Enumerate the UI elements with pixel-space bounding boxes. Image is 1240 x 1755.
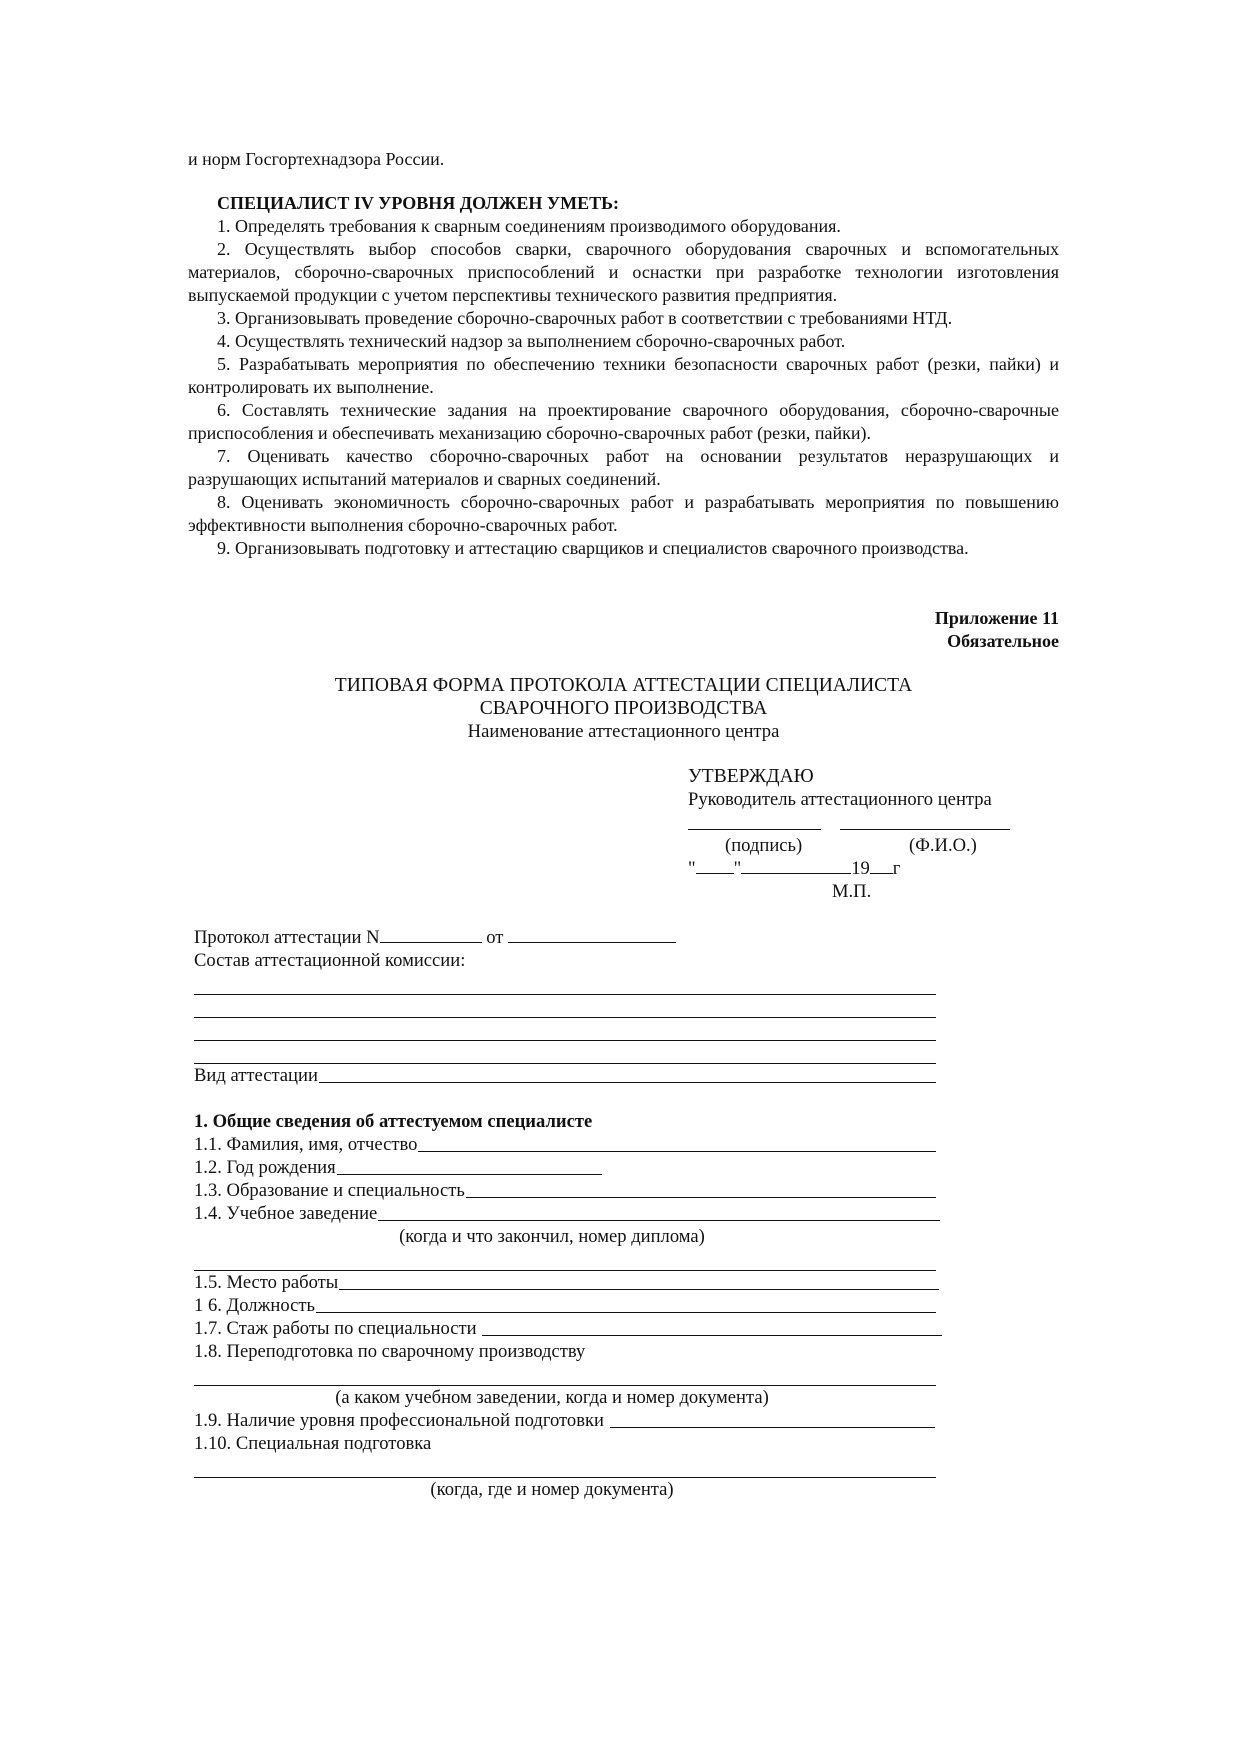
fullname-label: 1.1. Фамилия, имя, отчество [194,1134,418,1155]
continuation-text: и норм Госгортехнадзора России. [188,149,445,169]
date-quote-open: " [688,858,696,879]
qualification-level-label: 1.9. Наличие уровня профессиональной подготовки [194,1410,609,1431]
special-training-field[interactable] [194,1455,936,1478]
attestation-kind-row [194,1064,936,1087]
skill-item: 2. Осуществлять выбор способов сварки, сварочного оборудования сварочных и вспомогательных материалов, сборочно-сварочных приспособлений и оснастки при разработке технологии изготовления выпускаемой продукции с учетом перспективы технического развития предприятия. [188,239,1059,305]
fio-caption: (Ф.И.О.) [909,835,977,856]
appendix-header [188,607,1059,653]
workplace-label: 1.5. Место работы [194,1272,339,1293]
date-year-suffix: г [892,858,901,879]
experience-label: 1.7. Стаж работы по специальности [194,1318,482,1339]
commission-label: Состав аттестационной комиссии: [194,950,466,971]
school-label: 1.4. Учебное заведение [194,1203,378,1224]
signature-caption: (подпись) [725,835,803,856]
appendix-status: Обязательное [947,631,1059,651]
date-day-field[interactable] [696,857,734,874]
school-extra-line[interactable] [194,1248,936,1271]
birth-year-field[interactable] [337,1157,602,1175]
date-year-prefix: 19 [851,858,870,879]
skills-section [188,192,1059,560]
education-label: 1.3. Образование и специальность [194,1180,465,1201]
attestation-kind-label: Вид аттестации [194,1065,318,1086]
date-quote-close: " [733,858,742,879]
special-training-caption: (когда, где и номер документа) [430,1479,674,1500]
qualification-level-field[interactable] [610,1410,935,1428]
retraining-field[interactable] [194,1363,936,1386]
protocol-form [188,674,1059,1501]
protocol-number-label: Протокол аттестации N [194,927,380,948]
signature-captions [688,834,1018,857]
education-field[interactable] [466,1180,936,1198]
attestation-kind-field[interactable] [319,1065,936,1083]
school-caption: (когда и что закончил, номер диплома) [399,1226,705,1247]
signature-line[interactable] [688,813,821,830]
protocol-number-row [194,926,936,949]
date-month-field[interactable] [741,857,851,874]
protocol-number-field[interactable] [380,926,482,943]
fio-line[interactable] [840,813,1010,830]
approval-block [688,765,1018,903]
position-label: 1 6. Должность [194,1295,315,1316]
form-title [188,674,1059,720]
special-training-label: 1.10. Специальная подготовка [194,1433,432,1454]
signature-lines [688,811,1018,834]
skill-item: 7. Оценивать качество сборочно-сварочных работ на основании результатов неразрушающих и разрушающих испытаний материалов и сварных соединений. [188,446,1059,489]
field-row [194,1317,942,1340]
birth-year-label: 1.2. Год рождения [194,1157,336,1178]
stamp-label: М.П. [832,881,872,902]
approval-date [688,857,1018,880]
skill-item: 8. Оценивать экономичность сборочно-сварочных работ и разрабатывать мероприятия по повышению эффективности выполнения сборочно-сварочных работ. [188,492,1059,535]
field-row [194,1202,940,1225]
commission-line[interactable] [194,1018,936,1041]
skill-item: 3. Организовывать проведение сборочно-сварочных работ в соответствии с требованиями НТД. [217,308,953,328]
retraining-label: 1.8. Переподготовка по сварочному производству [194,1341,586,1362]
commission-line[interactable] [194,1041,936,1064]
approve-word: УТВЕРЖДАЮ [688,766,814,787]
skill-item: 1. Определять требования к сварным соединениям производимого оборудования. [217,216,841,236]
field-row [194,1271,939,1294]
field-row [194,1294,936,1317]
skill-item: 5. Разрабатывать мероприятия по обеспечению техники безопасности сварочных работ (резки, пайки) и контролировать их выполнение. [188,354,1059,397]
workplace-field[interactable] [339,1272,939,1290]
position-field[interactable] [316,1295,936,1313]
form-title-line1: ТИПОВАЯ ФОРМА ПРОТОКОЛА АТТЕСТАЦИИ СПЕЦИАЛИСТА [334,675,913,696]
skill-item: 9. Организовывать подготовку и аттестацию сварщиков и специалистов сварочного производства. [217,538,969,558]
approver-role: Руководитель аттестационного центра [688,789,992,810]
commission-line[interactable] [194,995,936,1018]
school-field[interactable] [378,1203,940,1221]
center-name-label: Наименование аттестационного центра [467,721,780,742]
protocol-body [194,926,936,1501]
document-page [188,148,1059,1501]
form-title-line2: СВАРОЧНОГО ПРОИЗВОДСТВА [479,698,768,719]
skill-item: 4. Осуществлять технический надзор за выполнением сборочно-сварочных работ. [217,331,846,351]
protocol-date-field[interactable] [508,926,676,943]
field-row [194,1179,936,1202]
field-row [194,1156,936,1179]
retraining-caption: (а каком учебном заведении, когда и номер документа) [335,1387,769,1408]
section1-title: 1. Общие сведения об аттестуемом специалисте [194,1111,593,1132]
fullname-field[interactable] [418,1134,936,1152]
appendix-number: Приложение 11 [934,608,1059,628]
field-row [194,1409,936,1432]
field-row [194,1133,936,1156]
protocol-date-label: от [481,927,509,948]
skills-heading: СПЕЦИАЛИСТ IV УРОВНЯ ДОЛЖЕН УМЕТЬ: [217,193,620,213]
experience-field[interactable] [482,1318,942,1336]
date-year-field[interactable] [870,857,893,874]
skill-item: 6. Составлять технические задания на проектирование сварочного оборудования, сборочно-сварочные приспособления и обеспечивать механизацию сборочно-сварочных работ (резки, пайки). [188,400,1059,443]
commission-line[interactable] [194,972,936,995]
